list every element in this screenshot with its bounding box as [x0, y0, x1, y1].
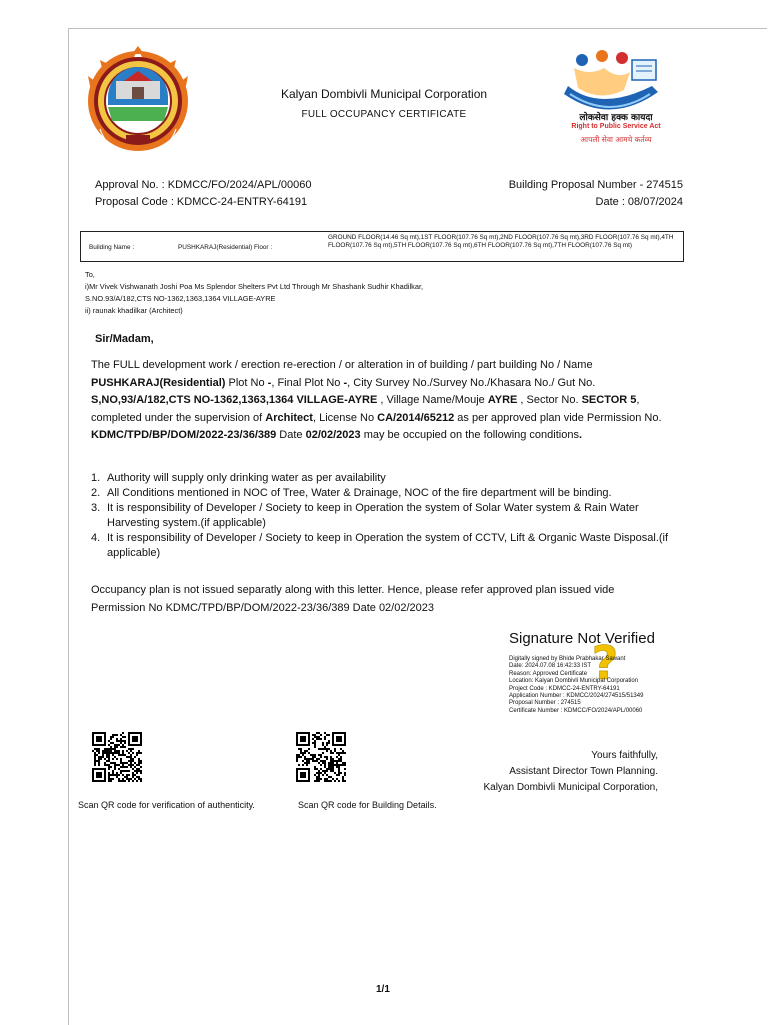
page-number: 1/1: [376, 984, 390, 995]
signatory-organization: Kalyan Dombivli Municipal Corporation,: [483, 782, 658, 793]
floor-areas: GROUND FLOOR(14.46 Sq mt),1ST FLOOR(107.76 Sq mt),2ND FLOOR(107.76 Sq mt),3RD FLOOR(107.76 Sq mt),4TH FLOOR(107.76 Sq mt),5TH FLOOR(107.76 Sq mt),6TH FLOOR(107.76 Sq mt),7TH FLOOR(107.76 Sq mt): [328, 234, 674, 250]
recipient-line-1: i)Mr Vivek Vishwanath Joshi Poa Ms Splendor Shelters Pvt Ltd Through Mr Shashank Sudhir Khadilkar,: [85, 282, 424, 291]
approval-number: Approval No. : KDMCC/FO/2024/APL/00060: [95, 179, 312, 191]
qr-verification-caption: Scan QR code for verification of authenticity.: [78, 800, 255, 810]
condition-item: 1. Authority will supply only drinking water as per availability: [91, 472, 386, 484]
rtps-marathi-title: लोकसेवा हक्क कायदा: [579, 113, 653, 123]
building-floor-label: PUSHKARAJ(Residential) Floor :: [178, 244, 273, 251]
building-proposal-number: Building Proposal Number - 274515: [508, 179, 683, 191]
condition-item: 2. All Conditions mentioned in NOC of Tree, Water & Drainage, NOC of the fire department will be binding.: [91, 487, 612, 499]
signature-status: Signature Not Verified: [509, 630, 655, 647]
rtps-english-title: Right to Public Service Act: [571, 123, 661, 130]
recipient-line-2: S.NO.93/A/182,CTS NO-1362,1363,1364 VILLAGE-AYRE: [85, 294, 276, 303]
right-to-public-service-logo: [560, 46, 672, 156]
signatory-designation: Assistant Director Town Planning.: [509, 766, 658, 777]
kdmc-seal-logo: [78, 46, 198, 156]
building-name-label: Building Name :: [89, 244, 135, 251]
svg-text:?: ?: [591, 637, 619, 687]
to-label: To,: [85, 270, 95, 279]
document-type: FULL OCCUPANCY CERTIFICATE: [301, 109, 467, 120]
salutation: Sir/Madam,: [95, 333, 154, 345]
main-paragraph: The FULL development work / erection re-erection / or alteration in of building / part building No / Name PUSHKARAJ(Residential) Plot No -, Final Plot No -, City Survey No./Survey No./Khasara No./ Gut No. S,NO,93/A/182,CTS NO-1362,1363,1364 VILLAGE-AYRE , Village Name/Mouje AYRE , Sector No. SECTOR 5, completed under the supervision of Architect, License No CA/2014/65212 as per approved plan vide Permission No. KDMC/TPD/BP/DOM/2022-23/36/389 Date 02/02/2023 may be occupied on the following conditions.: [91, 359, 662, 441]
recipient-line-3: ii) raunak khadilkar (Architect): [85, 306, 183, 315]
signature-details: Digitally signed by Bhide Prabhakar Sawant Date: 2024.07.08 16:42:33 IST Reason: Approved Certificate Location: Kalyan Dombivli Municipal Corporation Project Code : KDMCC-24-ENTRY-64191 Application Number : KDMCC/2024/274515/51349 Proposal Number : 274515 Certificate Number : KDMCC/FO/2024/APL/00060: [509, 656, 644, 714]
closing-regards: Yours faithfully,: [591, 750, 658, 761]
organization-name: Kalyan Dombivli Municipal Corporation: [280, 87, 488, 101]
conditions-list: [91, 471, 681, 561]
condition-item: 3. It is responsibility of Developer / Society to keep in Operation the system of Solar Water system & Rain Water Harvesting system.(if applicable): [91, 502, 639, 529]
proposal-code: Proposal Code : KDMCC-24-ENTRY-64191: [95, 196, 308, 208]
building-details-qr-code[interactable]: [296, 732, 346, 787]
building-table: [80, 231, 684, 262]
occupancy-note: Occupancy plan is not issued separatly along with this letter. Hence, please refer approved plan issued vide Permission No KDMC/TPD/BP/DOM/2022-23/36/389 Date 02/02/2023: [91, 584, 615, 614]
rtps-tagline: आपली सेवा आमचे कर्तव्य: [580, 135, 652, 144]
verification-qr-code[interactable]: [92, 732, 142, 787]
qr-building-caption: Scan QR code for Building Details.: [298, 800, 437, 810]
condition-item: 4. It is responsibility of Developer / Society to keep in Operation the system of CCTV, Lift & Organic Waste Disposal.(if applicable): [91, 532, 669, 559]
certificate-date: Date : 08/07/2024: [595, 196, 683, 208]
